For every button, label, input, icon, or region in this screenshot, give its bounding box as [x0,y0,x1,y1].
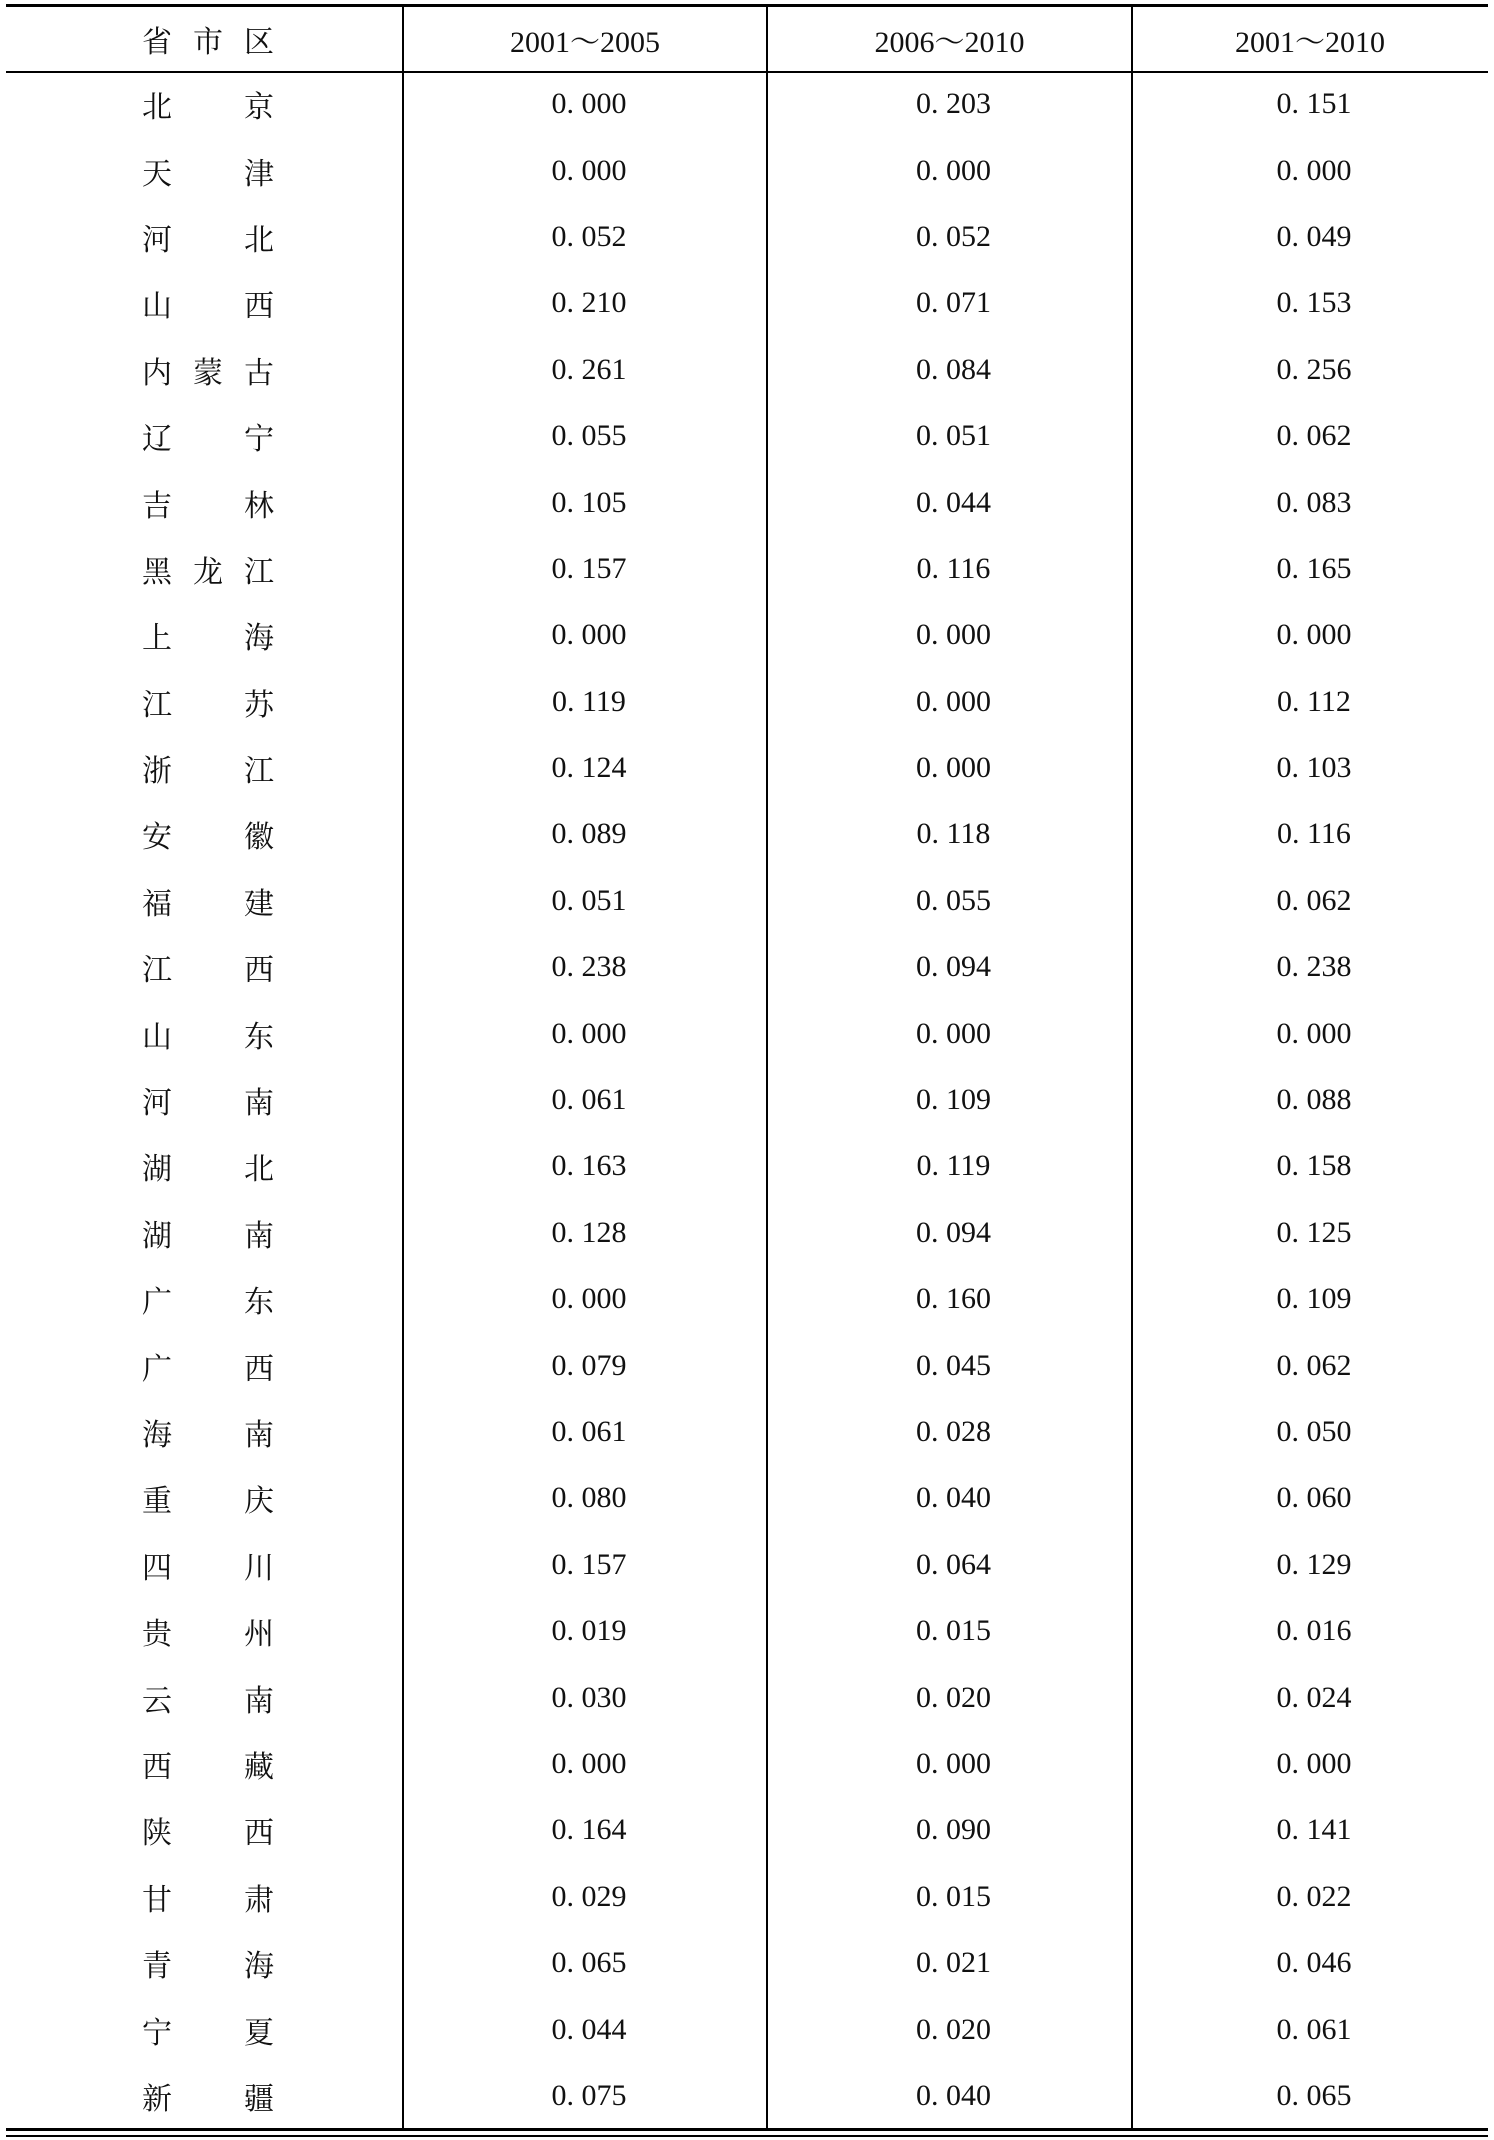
value-cell: 0. 061 [551,1083,627,1117]
province-cell [6,801,403,867]
value-cell: 0. 019 [551,1614,627,1648]
table-row [6,1200,1488,1266]
value-cell: 0. 000 [916,1016,991,1050]
value-cell: 0. 080 [551,1481,627,1515]
province-name: 新疆 [142,2081,274,2117]
table-row [6,1996,1488,2062]
column-header-period-1: 2001～2005 [510,26,660,59]
province-name: 江苏 [142,687,274,723]
value-cell: 0. 165 [1276,551,1352,585]
value-cell: 0. 157 [551,551,627,585]
data-table-container [6,0,1488,2140]
province-cell [6,71,403,137]
value-cell: 0. 153 [1276,286,1352,320]
table-row [6,1465,1488,1531]
province-name: 内蒙古 [142,355,274,391]
value-cell: 0. 055 [916,883,991,917]
value-cell: 0. 040 [916,2078,991,2112]
value-cell: 0. 062 [1276,1348,1352,1382]
province-cell [6,1000,403,1066]
province-cell [6,1664,403,1730]
value-cell: 0. 028 [916,1415,991,1448]
column-header-province: 省市区 [142,25,274,60]
province-name: 重庆 [142,1484,274,1520]
province-cell [6,1399,403,1465]
value-cell: 0. 203 [916,87,991,121]
province-name: 浙江 [142,754,274,790]
value-cell: 0. 116 [916,551,991,585]
value-cell: 0. 119 [552,684,626,718]
province-name: 上海 [142,621,274,657]
province-name: 广东 [142,1285,274,1321]
province-name: 贵州 [142,1617,274,1653]
value-cell: 0. 000 [1276,153,1352,187]
province-cell [6,669,403,735]
value-cell: 0. 238 [551,950,627,984]
column-header-period-3: 2001～2010 [1235,26,1385,59]
value-cell: 0. 157 [551,1547,627,1581]
table-row [6,669,1488,735]
value-cell: 0. 090 [916,1813,991,1847]
value-cell: 0. 160 [916,1282,991,1316]
table-row [6,602,1488,668]
table-row [6,137,1488,203]
province-name: 宁夏 [142,2015,274,2051]
value-cell: 0. 103 [1276,751,1352,785]
value-cell: 0. 000 [1276,618,1352,652]
table-bottom-rule-thin [6,2135,1488,2137]
province-cell [6,1266,403,1332]
province-cell [6,1465,403,1531]
value-cell: 0. 015 [916,1879,991,1913]
province-cell [6,868,403,934]
value-cell: 0. 151 [1276,87,1352,121]
table-row [6,71,1488,137]
table-row [6,536,1488,602]
value-cell: 0. 088 [1276,1083,1352,1117]
value-cell: 0. 158 [1276,1149,1352,1183]
value-cell: 0. 061 [1276,2012,1352,2046]
province-cell [6,1133,403,1199]
value-cell: 0. 044 [916,485,991,519]
table-header-row [6,7,1488,71]
value-cell: 0. 021 [916,1946,991,1980]
province-name: 广西 [142,1351,274,1387]
province-name: 天津 [142,156,274,192]
value-cell: 0. 116 [1277,817,1351,851]
province-name: 江西 [142,953,274,989]
value-cell: 0. 030 [551,1680,627,1714]
table-row [6,1332,1488,1398]
province-cell [6,469,403,535]
province-cell [6,1996,403,2062]
table-row [6,270,1488,336]
value-cell: 0. 118 [916,817,991,851]
table-row [6,1930,1488,1996]
table-row [6,735,1488,801]
value-cell: 0. 065 [551,1946,627,1980]
value-cell: 0. 238 [1276,950,1352,984]
table-row [6,2063,1488,2129]
table-row [6,1864,1488,1930]
value-cell: 0. 022 [1276,1879,1352,1913]
value-cell: 0. 129 [1276,1547,1352,1581]
value-cell: 0. 020 [916,2012,991,2046]
value-cell: 0. 094 [916,1215,991,1249]
value-cell: 0. 020 [916,1680,991,1714]
table-row [6,204,1488,270]
value-cell: 0. 000 [551,153,627,187]
table-row [6,1797,1488,1863]
province-name: 吉林 [142,488,274,524]
value-cell: 0. 075 [551,2078,627,2112]
value-cell: 0. 016 [1276,1614,1352,1648]
value-cell: 0. 049 [1276,219,1352,253]
province-cell [6,204,403,270]
value-cell: 0. 040 [916,1481,991,1515]
value-cell: 0. 015 [916,1614,991,1648]
value-cell: 0. 000 [916,684,991,718]
province-cell [6,1797,403,1863]
province-cell [6,735,403,801]
province-cell [6,1332,403,1398]
value-cell: 0. 210 [551,286,627,320]
value-cell: 0. 112 [1277,684,1351,718]
table-row [6,1532,1488,1598]
value-cell: 0. 064 [916,1547,991,1581]
value-cell: 0. 000 [916,618,991,652]
value-cell: 0. 051 [916,419,991,453]
province-name: 陕西 [142,1816,274,1852]
table-row [6,1000,1488,1066]
province-cell [6,1864,403,1930]
value-cell: 0. 164 [551,1813,627,1847]
province-cell [6,1930,403,1996]
value-cell: 0. 109 [916,1083,991,1117]
province-name: 河北 [142,222,274,258]
table-row [6,1067,1488,1133]
value-cell: 0. 128 [551,1215,627,1249]
province-name: 湖北 [142,1152,274,1188]
value-cell: 0. 089 [551,817,627,851]
value-cell: 0. 052 [551,219,627,253]
value-cell: 0. 083 [1276,485,1352,519]
province-name: 海南 [142,1418,274,1453]
value-cell: 0. 000 [1276,1016,1352,1050]
value-cell: 0. 124 [551,751,627,785]
value-cell: 0. 000 [916,751,991,785]
table-row [6,1133,1488,1199]
value-cell: 0. 065 [1276,2078,1352,2112]
value-cell: 0. 061 [551,1415,627,1448]
value-cell: 0. 060 [1276,1481,1352,1515]
province-name: 四川 [142,1550,274,1586]
province-cell [6,1598,403,1664]
value-cell: 0. 071 [916,286,991,320]
value-cell: 0. 094 [916,950,991,984]
table-row [6,934,1488,1000]
value-cell: 0. 050 [1276,1415,1352,1448]
value-cell: 0. 079 [551,1348,627,1382]
province-name: 黑龙江 [142,554,274,590]
value-cell: 0. 084 [916,352,991,386]
table-row [6,469,1488,535]
table-row [6,1664,1488,1730]
province-cell [6,337,403,403]
province-name: 福建 [142,886,274,922]
value-cell: 0. 024 [1276,1680,1352,1714]
province-cell [6,602,403,668]
table-row [6,1598,1488,1664]
value-cell: 0. 000 [551,618,627,652]
value-cell: 0. 055 [551,419,627,453]
value-cell: 0. 051 [551,883,627,917]
value-cell: 0. 000 [551,1746,627,1780]
value-cell: 0. 256 [1276,352,1352,386]
value-cell: 0. 105 [551,485,627,519]
province-name: 山西 [142,289,274,325]
table-row [6,868,1488,934]
value-cell: 0. 125 [1276,1215,1352,1249]
table-row [6,1731,1488,1797]
value-cell: 0. 000 [916,153,991,187]
province-name: 安徽 [142,820,274,856]
value-cell: 0. 000 [551,1016,627,1050]
value-cell: 0. 062 [1276,419,1352,453]
province-name: 甘肃 [142,1882,274,1918]
province-cell [6,270,403,336]
province-name: 河南 [142,1086,274,1122]
province-name: 云南 [142,1683,274,1719]
province-cell [6,137,403,203]
value-cell: 0. 000 [1276,1746,1352,1780]
value-cell: 0. 045 [916,1348,991,1382]
province-name: 湖南 [142,1218,274,1254]
province-cell [6,934,403,1000]
province-name: 西藏 [142,1749,274,1785]
table-row [6,403,1488,469]
table-row [6,337,1488,403]
value-cell: 0. 141 [1276,1813,1352,1847]
column-header-period-2: 2006～2010 [874,26,1025,59]
value-cell: 0. 044 [551,2012,627,2046]
province-cell [6,1067,403,1133]
value-cell: 0. 000 [551,87,627,121]
table-row [6,801,1488,867]
province-cell [6,403,403,469]
value-cell: 0. 000 [916,1746,991,1780]
value-cell: 0. 029 [551,1879,627,1913]
province-data-table [6,7,1488,2129]
province-cell [6,1731,403,1797]
province-cell [6,1200,403,1266]
value-cell: 0. 119 [916,1149,991,1183]
value-cell: 0. 046 [1276,1946,1352,1980]
value-cell: 0. 000 [551,1282,627,1316]
province-cell [6,1532,403,1598]
table-row [6,1266,1488,1332]
province-cell [6,536,403,602]
province-name: 山东 [142,1019,274,1055]
value-cell: 0. 062 [1276,883,1352,917]
value-cell: 0. 163 [551,1149,627,1183]
value-cell: 0. 052 [916,219,991,253]
value-cell: 0. 109 [1276,1282,1352,1316]
table-row [6,1399,1488,1465]
province-name: 青海 [142,1949,274,1985]
province-name: 辽宁 [142,422,274,458]
province-cell [6,2063,403,2129]
value-cell: 0. 261 [551,352,627,386]
province-name: 北京 [142,90,274,126]
